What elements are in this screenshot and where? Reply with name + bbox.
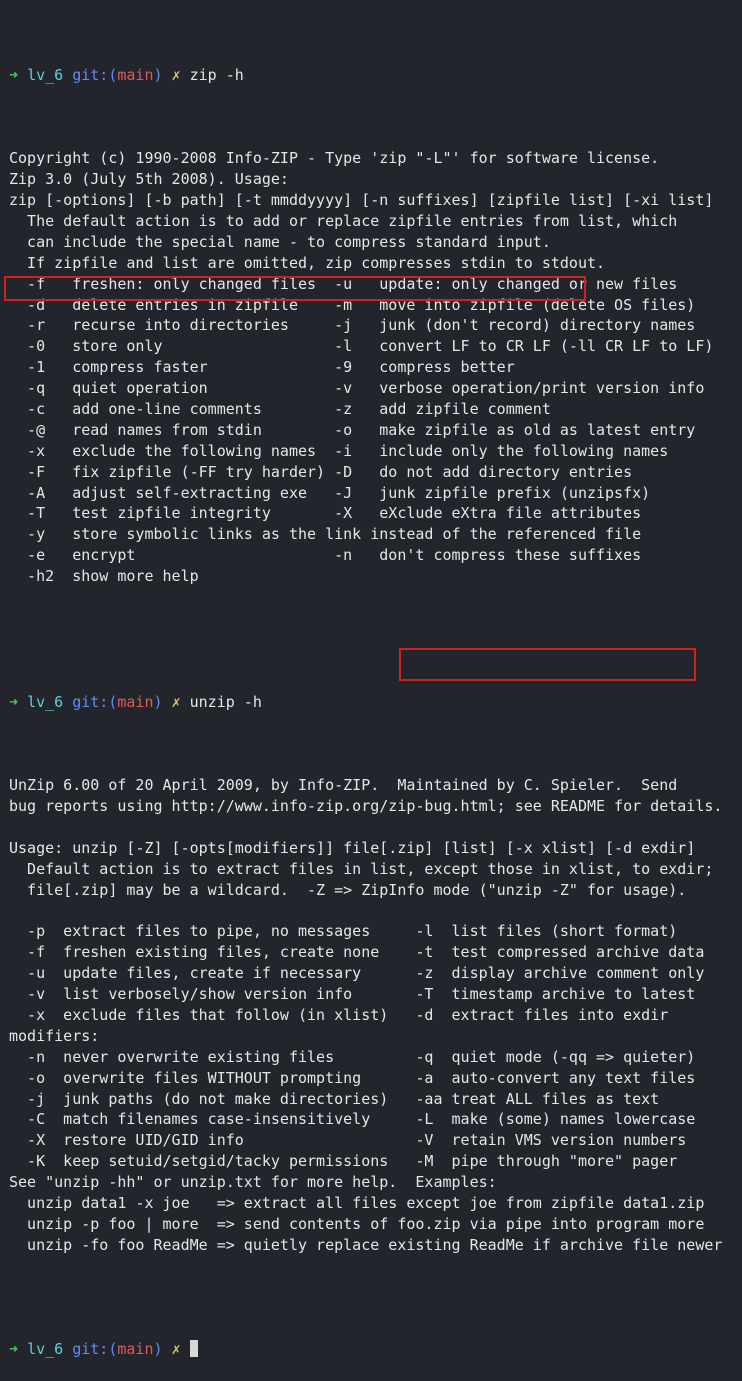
output-line: -e encrypt -n don't compress these suffixes [9, 546, 642, 565]
output-line: Zip 3.0 (July 5th 2008). Usage: [9, 170, 289, 189]
output-line: -r recurse into directories -j junk (don't record) directory names [9, 316, 696, 335]
prompt-branch-open: git:( [72, 65, 118, 84]
output-line: -o overwrite files WITHOUT prompting -a auto-convert any text files [9, 1068, 696, 1087]
output-line: -0 store only -l convert LF to CR LF (-ll CR LF to LF) [9, 337, 714, 356]
prompt-arrow-icon: ➜ [9, 65, 19, 84]
output-line: -C match filenames case-insensitively -L make (some) names lowercase [9, 1110, 696, 1129]
output-line: can include the special name - to compress standard input. [9, 232, 551, 251]
output-line [9, 901, 742, 922]
prompt-line-zip [9, 65, 742, 86]
prompt-branch-name: main [117, 692, 154, 711]
output-line: UnZip 6.00 of 20 April 2009, by Info-ZIP. Maintained by C. Spieler. Send [9, 776, 678, 795]
output-line: -X restore UID/GID info -V retain VMS version numbers [9, 1131, 687, 1150]
output-line: -d delete entries in zipfile -m move into zipfile (delete OS files) [9, 295, 696, 314]
prompt-branch-name: main [117, 65, 154, 84]
output-line: -h2 show more help [9, 567, 199, 586]
output-line: -A adjust self-extracting exe -J junk zipfile prefix (unzipsfx) [9, 483, 651, 502]
output-line: -p extract files to pipe, no messages -l list files (short format) [9, 922, 678, 941]
output-line: -x exclude the following names -i include only the following names [9, 441, 669, 460]
output-line: unzip -fo foo ReadMe => quietly replace existing ReadMe if archive file newer [9, 1235, 723, 1254]
output-line [9, 587, 742, 608]
prompt-branch-open: git:( [72, 1340, 118, 1359]
output-line: file[.zip] may be a wildcard. -Z => ZipInfo mode ("unzip -Z" for usage). [9, 880, 687, 899]
output-line: -v list verbosely/show version info -T timestamp archive to latest [9, 985, 696, 1004]
output-line: Copyright (c) 1990-2008 Info-ZIP - Type 'zip "-L"' for software license. [9, 149, 660, 168]
output-line: -1 compress faster -9 compress better [9, 358, 515, 377]
output-line: unzip -p foo | more => send contents of foo.zip via pipe into program more [9, 1214, 705, 1233]
output-line: -f freshen existing files, create none -t test compressed archive data [9, 943, 705, 962]
output-line: -c add one-line comments -z add zipfile comment [9, 400, 551, 419]
output-line: See "unzip -hh" or unzip.txt for more help. Examples: [9, 1173, 497, 1192]
prompt-dirty-icon: ✗ [171, 1340, 181, 1359]
output-line: -j junk paths (do not make directories) -aa treat ALL files as text [9, 1089, 660, 1108]
output-line: Usage: unzip [-Z] [-opts[modifiers]] file[.zip] [list] [-x xlist] [-d exdir] [9, 838, 696, 857]
output-line: Default action is to extract files in list, except those in xlist, to exdir; [9, 859, 714, 878]
prompt-arrow-icon: ➜ [9, 1340, 19, 1359]
output-line: bug reports using http://www.info-zip.org/zip-bug.html; see README for details. [9, 797, 723, 816]
output-line: -n never overwrite existing files -q quiet mode (-qq => quieter) [9, 1047, 696, 1066]
zip-help-output [9, 148, 742, 608]
prompt-branch-name: main [117, 1340, 154, 1359]
output-line: -@ read names from stdin -o make zipfile as old as latest entry [9, 420, 696, 439]
prompt-directory: lv_6 [27, 692, 64, 711]
output-line: -T test zipfile integrity -X eXclude eXtra file attributes [9, 504, 642, 523]
output-line: -u update files, create if necessary -z display archive comment only [9, 964, 705, 983]
output-line: -x exclude files that follow (in xlist) -d extract files into exdir [9, 1005, 669, 1024]
output-line: -K keep setuid/setgid/tacky permissions -M pipe through "more" pager [9, 1152, 678, 1171]
output-line: -f freshen: only changed files -u update: only changed or new files [9, 274, 678, 293]
output-line: The default action is to add or replace zipfile entries from list, which [9, 212, 678, 230]
prompt-branch-close: ) [153, 692, 163, 711]
prompt-directory: lv_6 [27, 65, 64, 84]
output-line: -y store symbolic links as the link instead of the referenced file [9, 525, 642, 544]
command-text: zip -h [189, 65, 244, 84]
prompt-branch-close: ) [153, 1340, 163, 1359]
prompt-line-current[interactable] [9, 1339, 742, 1360]
output-line: -F fix zipfile (-FF try harder) -D do not add directory entries [9, 462, 633, 481]
prompt-dirty-icon: ✗ [171, 692, 181, 711]
command-text: unzip -h [189, 692, 262, 711]
text-cursor[interactable] [190, 1340, 198, 1357]
prompt-branch-open: git:( [72, 692, 118, 711]
prompt-branch-close: ) [153, 65, 163, 84]
prompt-dirty-icon: ✗ [171, 65, 181, 84]
unzip-help-output [9, 775, 742, 1255]
output-line: If zipfile and list are omitted, zip compresses stdin to stdout. [9, 253, 606, 272]
output-line: -q quiet operation -v verbose operation/print version info [9, 379, 705, 398]
prompt-arrow-icon: ➜ [9, 692, 19, 711]
prompt-line-unzip [9, 692, 742, 713]
terminal-output[interactable] [9, 2, 742, 1359]
output-line [9, 817, 742, 838]
output-line: unzip data1 -x joe => extract all files except joe from zipfile data1.zip [9, 1193, 705, 1212]
output-line: modifiers: [9, 1026, 100, 1045]
output-line: zip [-options] [-b path] [-t mmddyyyy] [-n suffixes] [zipfile list] [-xi list] [9, 191, 714, 210]
prompt-directory: lv_6 [27, 1340, 64, 1359]
